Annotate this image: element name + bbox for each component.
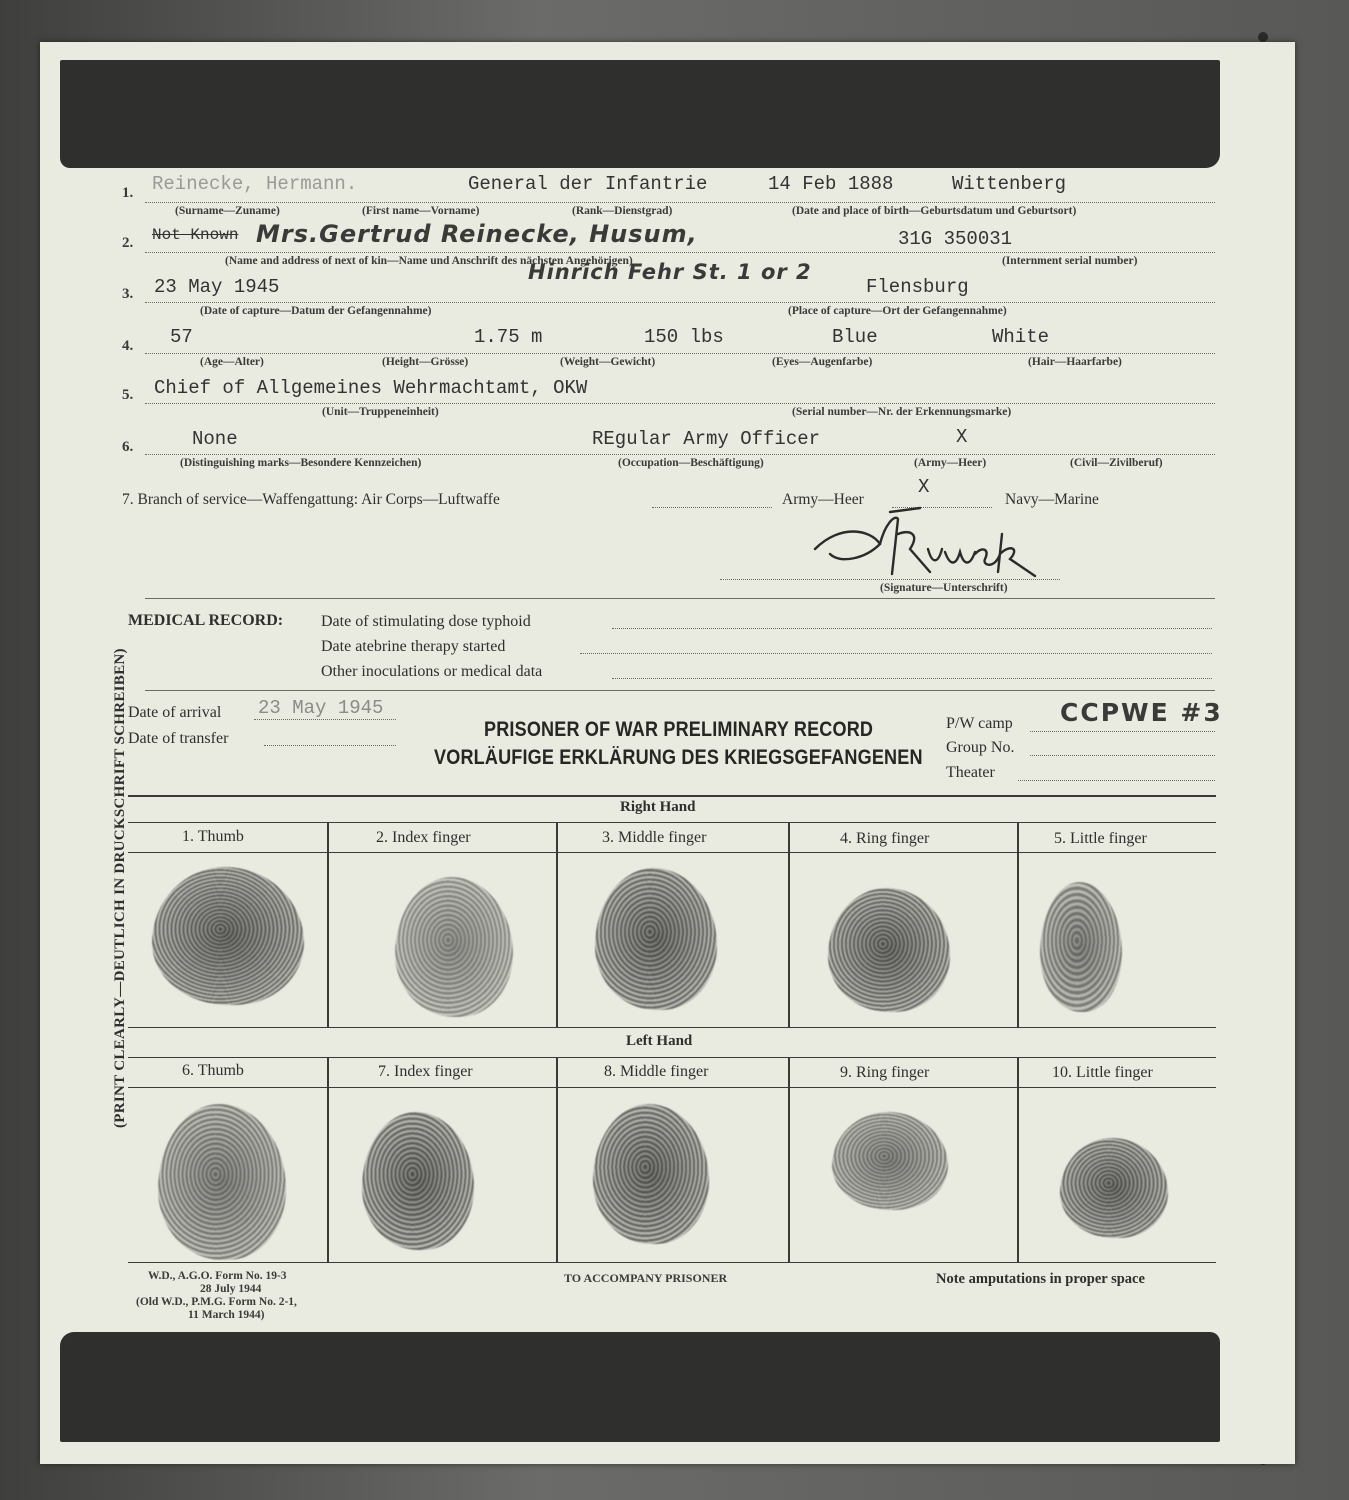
caption-serial: (Serial number—Nr. der Erkennungsmarke) xyxy=(792,406,1012,418)
grid-line xyxy=(128,1057,1216,1058)
caption-capture-date: (Date of capture—Datum der Gefangennahme) xyxy=(200,305,432,317)
fingerprint-right-little xyxy=(1040,882,1122,1012)
grid-line xyxy=(128,1262,1216,1263)
caption-firstname: (First name—Vorname) xyxy=(362,205,480,217)
dotted-line xyxy=(652,507,772,508)
medical-row: Other inoculations or medical data xyxy=(321,663,543,680)
finger-label: 8. Middle finger xyxy=(604,1063,709,1080)
dotted-line xyxy=(254,719,396,720)
line-number: 4. xyxy=(122,338,134,354)
divider xyxy=(145,598,1215,599)
finger-label: 6. Thumb xyxy=(182,1062,244,1079)
branch-of-service-label: 7. Branch of service—Waffengattung: Air Corps—Luftwaffe xyxy=(122,491,500,508)
footer-amputation-note: Note amputations in proper space xyxy=(936,1271,1145,1287)
finger-label: 1. Thumb xyxy=(182,828,244,845)
top-dark-band xyxy=(60,60,1220,168)
transfer-label: Date of transfer xyxy=(128,730,229,747)
signature-caption: (Signature—Unterschrift) xyxy=(880,582,1008,594)
capture-place-value: Flensburg xyxy=(866,276,969,298)
dotted-line xyxy=(612,628,1212,629)
army-branch-mark: X xyxy=(918,476,930,498)
caption-occupation: (Occupation—Beschäftigung) xyxy=(618,457,764,469)
caption-height: (Height—Grösse) xyxy=(382,356,469,368)
side-instruction: (PRINT CLEARLY—DEUTLICH IN DRUCKSCHRIFT SCHREIBEN) xyxy=(112,648,128,1128)
signature-scrawl xyxy=(810,504,1060,584)
unit-value: Chief of Allgemeines Wehrmachtamt, OKW xyxy=(154,377,588,399)
form-date: 28 July 1944 xyxy=(200,1283,262,1295)
caption-next-of-kin: (Name and address of next of kin—Name und Anschrift des nächsten Angehörigen) xyxy=(225,255,633,267)
grid-line xyxy=(128,1087,1216,1088)
next-of-kin-address: Hinrich Fehr St. 1 or 2 xyxy=(528,260,812,284)
bottom-dark-band xyxy=(60,1332,1220,1442)
old-form-number: (Old W.D., P.M.G. Form No. 2-1, xyxy=(136,1296,297,1308)
eyes-value: Blue xyxy=(832,326,878,348)
next-of-kin-value: Mrs.Gertrud Reinecke, Husum, xyxy=(256,220,698,248)
finger-label: 2. Index finger xyxy=(376,829,471,846)
struck-text: Not Known xyxy=(152,226,239,244)
dotted-line xyxy=(580,653,1212,654)
fingerprint-left-thumb xyxy=(158,1104,286,1260)
form-title-german: VORLÄUFIGE ERKLÄRUNG DES KRIEGSGEFANGENEN xyxy=(434,746,923,769)
caption-internment-serial: (Internment serial number) xyxy=(1002,255,1138,267)
dotted-line xyxy=(1030,731,1215,732)
form-title-english: PRISONER OF WAR PRELIMINARY RECORD xyxy=(484,718,874,741)
group-no-label: Group No. xyxy=(946,739,1015,756)
grid-line xyxy=(327,1057,329,1262)
dotted-line xyxy=(264,745,396,746)
grid-line xyxy=(1017,1057,1019,1262)
birth-date-value: 14 Feb 1888 xyxy=(768,173,894,195)
pw-camp-label: P/W camp xyxy=(946,715,1013,732)
fingerprint-right-thumb xyxy=(152,867,304,1005)
line-number: 2. xyxy=(122,235,134,251)
caption-unit: (Unit—Truppeneinheit) xyxy=(322,406,439,418)
caption-weight: (Weight—Gewicht) xyxy=(560,356,656,368)
footer-center-note: TO ACCOMPANY PRISONER xyxy=(564,1271,728,1285)
capture-date-value: 23 May 1945 xyxy=(154,276,280,298)
finger-label: 10. Little finger xyxy=(1052,1064,1153,1081)
fingerprint-left-little xyxy=(1060,1138,1168,1238)
internment-serial-value: 31G 350031 xyxy=(898,228,1013,250)
grid-line xyxy=(128,795,1216,797)
rank-value: General der Infantrie xyxy=(468,173,708,195)
occupation-value: REgular Army Officer xyxy=(592,428,821,450)
finger-label: 5. Little finger xyxy=(1054,830,1147,847)
fingerprint-right-index xyxy=(395,877,513,1017)
punch-hole xyxy=(1258,32,1268,42)
grid-line xyxy=(128,852,1216,853)
medical-record-heading: MEDICAL RECORD: xyxy=(128,612,284,629)
left-hand-heading: Left Hand xyxy=(626,1033,693,1049)
navy-label: Navy—Marine xyxy=(1005,491,1099,508)
arrival-label: Date of arrival xyxy=(128,704,222,721)
old-form-date: 11 March 1944) xyxy=(188,1309,265,1321)
medical-row: Date atebrine therapy started xyxy=(321,638,506,655)
caption-civil: (Civil—Zivilberuf) xyxy=(1070,457,1163,469)
form-number: W.D., A.G.O. Form No. 19-3 xyxy=(148,1270,287,1282)
dotted-line xyxy=(145,454,1215,455)
age-value: 57 xyxy=(170,326,193,348)
caption-capture-place: (Place of capture—Ort der Gefangennahme) xyxy=(788,305,1007,317)
finger-label: 7. Index finger xyxy=(378,1063,473,1080)
caption-army: (Army—Heer) xyxy=(914,457,987,469)
grid-line xyxy=(128,822,1216,823)
grid-line xyxy=(128,1027,1216,1028)
caption-hair: (Hair—Haarfarbe) xyxy=(1028,356,1122,368)
medical-row: Date of stimulating dose typhoid xyxy=(321,613,531,630)
dotted-line xyxy=(145,353,1215,354)
height-value: 1.75 m xyxy=(474,326,543,348)
grid-line xyxy=(327,822,329,1027)
right-hand-heading: Right Hand xyxy=(620,799,696,815)
grid-line xyxy=(556,822,558,1027)
army-label: Army—Heer xyxy=(782,491,864,508)
grid-line xyxy=(788,822,790,1027)
line-number: 6. xyxy=(122,439,134,455)
fingerprint-right-ring xyxy=(828,888,950,1012)
line-number: 1. xyxy=(122,185,134,201)
fingerprint-left-ring xyxy=(832,1112,948,1210)
surname-value: Reinecke, Hermann. xyxy=(152,173,358,195)
dotted-line xyxy=(145,302,1215,303)
dotted-line xyxy=(145,403,1215,404)
caption-surname: (Surname—Zuname) xyxy=(175,205,280,217)
grid-line xyxy=(556,1057,558,1262)
caption-marks: (Distinguishing marks—Besondere Kennzeichen) xyxy=(180,457,422,469)
caption-age: (Age—Alter) xyxy=(200,356,264,368)
caption-eyes: (Eyes—Augenfarbe) xyxy=(772,356,873,368)
dotted-line xyxy=(145,252,1215,253)
arrival-value: 23 May 1945 xyxy=(258,697,384,719)
dotted-line xyxy=(1030,755,1215,756)
line-number: 3. xyxy=(122,286,134,302)
finger-label: 4. Ring finger xyxy=(840,830,930,847)
grid-line xyxy=(1017,822,1019,1027)
line-number: 5. xyxy=(122,387,134,403)
hair-value: White xyxy=(992,326,1050,348)
finger-label: 3. Middle finger xyxy=(602,829,707,846)
army-checkmark: X xyxy=(956,426,968,448)
signature-line xyxy=(720,579,1060,580)
divider xyxy=(145,690,1215,691)
dotted-line xyxy=(612,678,1212,679)
fingerprint-left-index xyxy=(362,1112,474,1250)
distinguishing-marks-value: None xyxy=(192,428,238,450)
dotted-line xyxy=(145,202,1215,203)
pw-camp-value: CCPWE #3 xyxy=(1060,698,1223,727)
dotted-line xyxy=(1018,780,1215,781)
birthplace-value: Wittenberg xyxy=(952,173,1067,195)
finger-label: 9. Ring finger xyxy=(840,1064,930,1081)
weight-value: 150 lbs xyxy=(644,326,724,348)
fingerprint-left-middle xyxy=(593,1104,709,1244)
caption-birth: (Date and place of birth—Geburtsdatum und Geburtsort) xyxy=(792,205,1077,217)
theater-label: Theater xyxy=(946,764,995,781)
pow-record-form xyxy=(40,42,1295,1464)
grid-line xyxy=(788,1057,790,1262)
fingerprint-right-middle xyxy=(595,868,717,1010)
caption-rank: (Rank—Dienstgrad) xyxy=(572,205,673,217)
